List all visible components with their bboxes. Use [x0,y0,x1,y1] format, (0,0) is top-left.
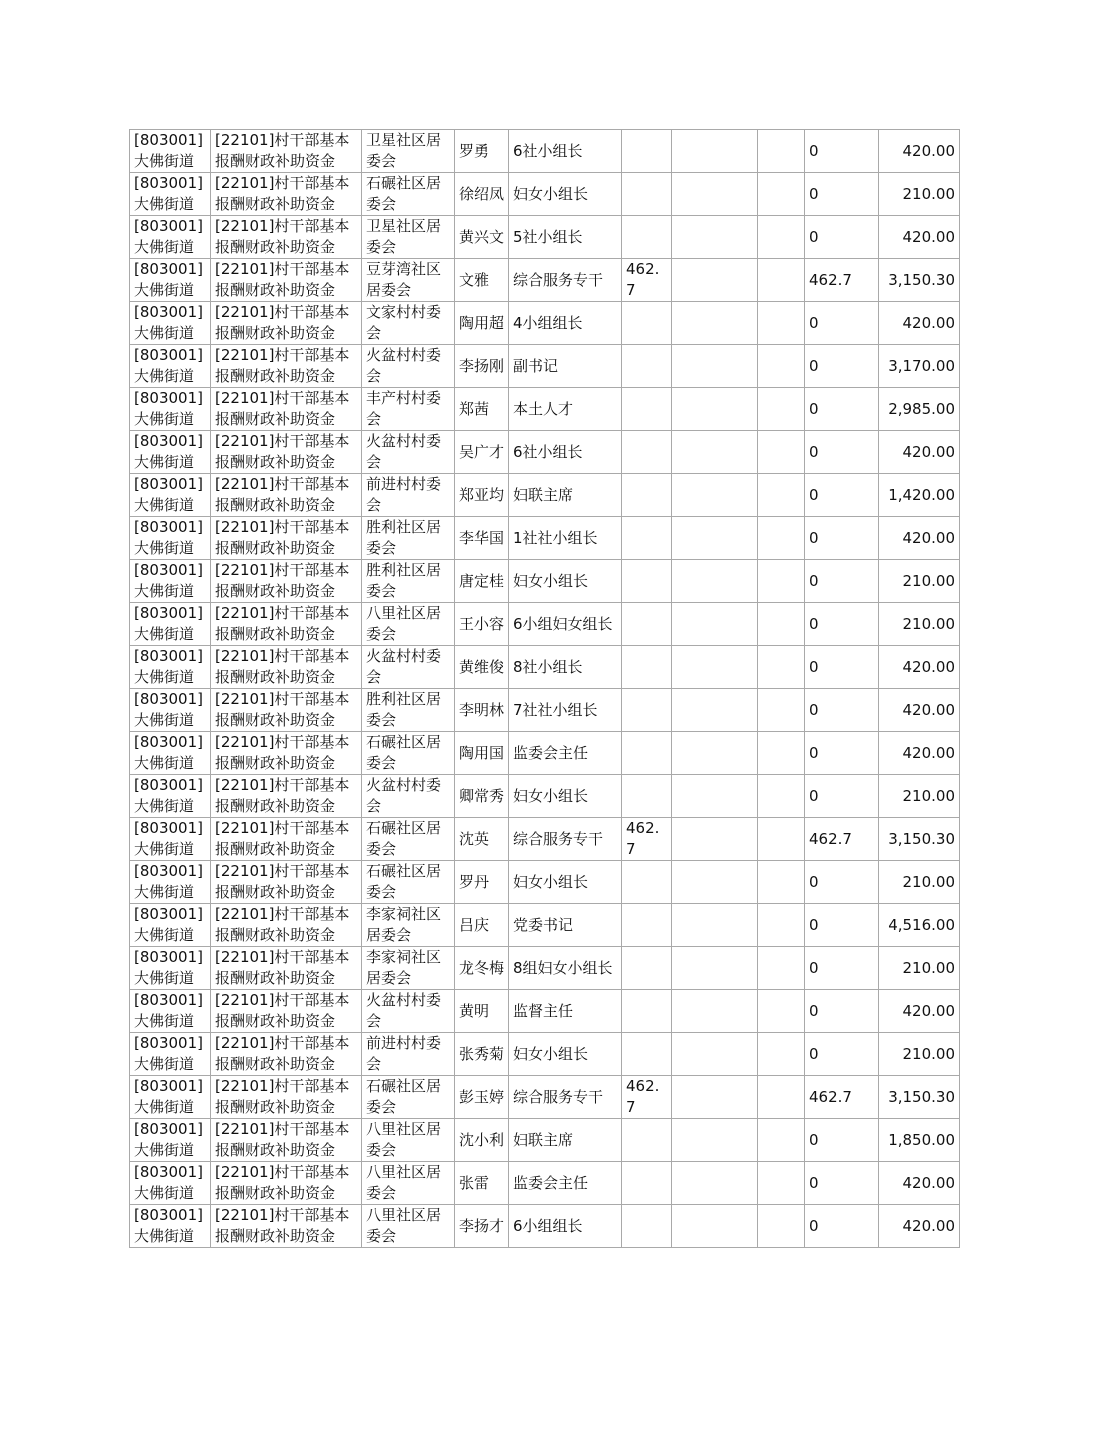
cell-col6 [622,517,672,560]
cell-col9: 0 [805,216,879,259]
cell-col9: 0 [805,947,879,990]
cell-unit: [803001]大佛街道 [130,1033,211,1076]
cell-unit: [803001]大佛街道 [130,1076,211,1119]
cell-col8 [758,689,805,732]
payment-table [129,129,960,1248]
cell-col6 [622,603,672,646]
table-row [130,947,960,990]
cell-name: 黄明 [455,990,509,1033]
cell-fund: [22101]村干部基本报酬财政补助资金 [211,1205,362,1248]
cell-org: 丰产村村委会 [362,388,455,431]
cell-col8 [758,1076,805,1119]
cell-position: 6社小组长 [509,431,622,474]
table-row [130,1162,960,1205]
cell-col7 [672,1162,758,1205]
cell-amount: 4,516.00 [879,904,960,947]
cell-col8 [758,603,805,646]
cell-col8 [758,216,805,259]
cell-col9: 0 [805,646,879,689]
cell-org: 八里社区居委会 [362,1119,455,1162]
cell-org: 火盆村村委会 [362,646,455,689]
cell-unit: [803001]大佛街道 [130,130,211,173]
cell-col7 [672,990,758,1033]
cell-col9: 0 [805,1162,879,1205]
cell-position: 党委书记 [509,904,622,947]
cell-col9: 462.7 [805,1076,879,1119]
cell-position: 监委会主任 [509,1162,622,1205]
cell-amount: 420.00 [879,990,960,1033]
cell-position: 综合服务专干 [509,259,622,302]
cell-name: 文雅 [455,259,509,302]
cell-col7 [672,947,758,990]
cell-org: 石碾社区居委会 [362,1076,455,1119]
cell-org: 火盆村村委会 [362,345,455,388]
cell-unit: [803001]大佛街道 [130,517,211,560]
cell-col7 [672,517,758,560]
cell-col9: 0 [805,130,879,173]
cell-fund: [22101]村干部基本报酬财政补助资金 [211,603,362,646]
cell-unit: [803001]大佛街道 [130,904,211,947]
cell-position: 妇女小组长 [509,861,622,904]
cell-org: 胜利社区居委会 [362,689,455,732]
cell-amount: 210.00 [879,775,960,818]
cell-col8 [758,904,805,947]
cell-position: 妇联主席 [509,474,622,517]
cell-col8 [758,173,805,216]
cell-name: 沈英 [455,818,509,861]
cell-fund: [22101]村干部基本报酬财政补助资金 [211,947,362,990]
cell-col7 [672,474,758,517]
cell-col9: 0 [805,345,879,388]
cell-name: 沈小利 [455,1119,509,1162]
table-row [130,646,960,689]
cell-unit: [803001]大佛街道 [130,173,211,216]
table-body [130,130,960,1248]
cell-col6 [622,345,672,388]
cell-fund: [22101]村干部基本报酬财政补助资金 [211,517,362,560]
cell-unit: [803001]大佛街道 [130,646,211,689]
cell-org: 卫星社区居委会 [362,130,455,173]
cell-name: 陶用超 [455,302,509,345]
cell-fund: [22101]村干部基本报酬财政补助资金 [211,861,362,904]
table-row [130,474,960,517]
cell-position: 综合服务专干 [509,818,622,861]
cell-col7 [672,388,758,431]
cell-col7 [672,259,758,302]
cell-org: 石碾社区居委会 [362,173,455,216]
cell-position: 6社小组长 [509,130,622,173]
cell-amount: 210.00 [879,1033,960,1076]
cell-col6 [622,388,672,431]
cell-col9: 0 [805,431,879,474]
cell-fund: [22101]村干部基本报酬财政补助资金 [211,302,362,345]
cell-org: 八里社区居委会 [362,1162,455,1205]
cell-org: 卫星社区居委会 [362,216,455,259]
cell-unit: [803001]大佛街道 [130,1205,211,1248]
cell-name: 黄维俊 [455,646,509,689]
cell-org: 火盆村村委会 [362,990,455,1033]
cell-col7 [672,216,758,259]
cell-col8 [758,646,805,689]
cell-fund: [22101]村干部基本报酬财政补助资金 [211,130,362,173]
cell-fund: [22101]村干部基本报酬财政补助资金 [211,388,362,431]
table-row [130,904,960,947]
cell-col7 [672,130,758,173]
cell-name: 张雷 [455,1162,509,1205]
cell-col8 [758,259,805,302]
cell-org: 李家祠社区居委会 [362,904,455,947]
cell-col8 [758,861,805,904]
cell-col6 [622,861,672,904]
cell-col6 [622,732,672,775]
cell-fund: [22101]村干部基本报酬财政补助资金 [211,1033,362,1076]
cell-col7 [672,732,758,775]
cell-col8 [758,1033,805,1076]
cell-org: 前进村村委会 [362,1033,455,1076]
cell-col9: 0 [805,1119,879,1162]
cell-col6 [622,130,672,173]
cell-col9: 0 [805,775,879,818]
cell-org: 胜利社区居委会 [362,560,455,603]
cell-col8 [758,130,805,173]
cell-amount: 210.00 [879,861,960,904]
cell-position: 妇女小组长 [509,173,622,216]
cell-col6 [622,560,672,603]
cell-col9: 0 [805,517,879,560]
cell-position: 8组妇女小组长 [509,947,622,990]
cell-col7 [672,302,758,345]
cell-col7 [672,689,758,732]
cell-position: 8社小组长 [509,646,622,689]
cell-fund: [22101]村干部基本报酬财政补助资金 [211,775,362,818]
cell-unit: [803001]大佛街道 [130,603,211,646]
cell-unit: [803001]大佛街道 [130,1119,211,1162]
table-row [130,990,960,1033]
cell-unit: [803001]大佛街道 [130,431,211,474]
cell-col6 [622,474,672,517]
cell-unit: [803001]大佛街道 [130,689,211,732]
cell-col9: 0 [805,603,879,646]
cell-name: 吕庆 [455,904,509,947]
cell-amount: 420.00 [879,689,960,732]
cell-fund: [22101]村干部基本报酬财政补助资金 [211,689,362,732]
cell-position: 6小组组长 [509,1205,622,1248]
cell-amount: 1,420.00 [879,474,960,517]
cell-col7 [672,173,758,216]
cell-unit: [803001]大佛街道 [130,345,211,388]
cell-unit: [803001]大佛街道 [130,474,211,517]
cell-col9: 0 [805,861,879,904]
table-row [130,1076,960,1119]
cell-name: 黄兴文 [455,216,509,259]
cell-name: 吴广才 [455,431,509,474]
cell-col6 [622,1119,672,1162]
cell-unit: [803001]大佛街道 [130,259,211,302]
cell-col7 [672,560,758,603]
cell-name: 陶用国 [455,732,509,775]
cell-amount: 3,150.30 [879,259,960,302]
cell-col9: 0 [805,388,879,431]
cell-col8 [758,818,805,861]
cell-name: 郑茜 [455,388,509,431]
cell-name: 龙冬梅 [455,947,509,990]
cell-fund: [22101]村干部基本报酬财政补助资金 [211,904,362,947]
cell-col9: 0 [805,173,879,216]
table-row [130,775,960,818]
cell-col6 [622,904,672,947]
cell-amount: 210.00 [879,947,960,990]
table-row [130,259,960,302]
table-row [130,517,960,560]
cell-col7 [672,603,758,646]
cell-col6: 462.7 [622,818,672,861]
table-row [130,689,960,732]
table-row [130,603,960,646]
cell-col8 [758,1162,805,1205]
cell-position: 妇联主席 [509,1119,622,1162]
cell-col9: 0 [805,474,879,517]
cell-unit: [803001]大佛街道 [130,990,211,1033]
cell-col7 [672,1205,758,1248]
cell-amount: 420.00 [879,1205,960,1248]
cell-col6 [622,173,672,216]
cell-col7 [672,345,758,388]
table-row [130,130,960,173]
cell-name: 王小容 [455,603,509,646]
cell-fund: [22101]村干部基本报酬财政补助资金 [211,818,362,861]
cell-col6 [622,431,672,474]
cell-fund: [22101]村干部基本报酬财政补助资金 [211,345,362,388]
cell-fund: [22101]村干部基本报酬财政补助资金 [211,990,362,1033]
cell-col6: 462.7 [622,1076,672,1119]
cell-col6 [622,646,672,689]
cell-col9: 0 [805,904,879,947]
cell-org: 火盆村村委会 [362,775,455,818]
table-row [130,1205,960,1248]
cell-fund: [22101]村干部基本报酬财政补助资金 [211,560,362,603]
cell-unit: [803001]大佛街道 [130,861,211,904]
cell-col8 [758,302,805,345]
cell-fund: [22101]村干部基本报酬财政补助资金 [211,1076,362,1119]
cell-fund: [22101]村干部基本报酬财政补助资金 [211,216,362,259]
cell-name: 李明林 [455,689,509,732]
cell-col6 [622,302,672,345]
cell-name: 唐定桂 [455,560,509,603]
cell-name: 徐绍凤 [455,173,509,216]
cell-col9: 0 [805,990,879,1033]
cell-name: 李华国 [455,517,509,560]
table-row [130,732,960,775]
cell-name: 罗丹 [455,861,509,904]
cell-amount: 420.00 [879,646,960,689]
cell-fund: [22101]村干部基本报酬财政补助资金 [211,1162,362,1205]
cell-position: 4小组组长 [509,302,622,345]
cell-amount: 3,170.00 [879,345,960,388]
cell-fund: [22101]村干部基本报酬财政补助资金 [211,259,362,302]
cell-amount: 210.00 [879,560,960,603]
cell-col9: 0 [805,1205,879,1248]
cell-col8 [758,431,805,474]
cell-unit: [803001]大佛街道 [130,560,211,603]
cell-fund: [22101]村干部基本报酬财政补助资金 [211,646,362,689]
cell-org: 文家村村委会 [362,302,455,345]
table-row [130,818,960,861]
cell-col8 [758,1205,805,1248]
cell-position: 妇女小组长 [509,560,622,603]
cell-col9: 462.7 [805,259,879,302]
cell-org: 八里社区居委会 [362,603,455,646]
cell-col9: 0 [805,1033,879,1076]
cell-fund: [22101]村干部基本报酬财政补助资金 [211,1119,362,1162]
table-row [130,216,960,259]
cell-position: 5社小组长 [509,216,622,259]
cell-amount: 420.00 [879,732,960,775]
table-row [130,345,960,388]
cell-unit: [803001]大佛街道 [130,1162,211,1205]
cell-col8 [758,345,805,388]
cell-position: 1社社小组长 [509,517,622,560]
cell-col9: 0 [805,689,879,732]
cell-org: 胜利社区居委会 [362,517,455,560]
cell-col6 [622,947,672,990]
cell-org: 豆芽湾社区居委会 [362,259,455,302]
cell-col8 [758,388,805,431]
cell-col6 [622,1033,672,1076]
cell-amount: 420.00 [879,517,960,560]
cell-unit: [803001]大佛街道 [130,732,211,775]
cell-unit: [803001]大佛街道 [130,775,211,818]
table-row [130,560,960,603]
cell-amount: 1,850.00 [879,1119,960,1162]
table-row [130,431,960,474]
cell-amount: 420.00 [879,431,960,474]
cell-name: 罗勇 [455,130,509,173]
cell-fund: [22101]村干部基本报酬财政补助资金 [211,431,362,474]
cell-unit: [803001]大佛街道 [130,947,211,990]
cell-position: 综合服务专干 [509,1076,622,1119]
table-row [130,1119,960,1162]
cell-col8 [758,775,805,818]
cell-amount: 420.00 [879,216,960,259]
cell-col9: 462.7 [805,818,879,861]
cell-col7 [672,1119,758,1162]
table-row [130,173,960,216]
cell-col7 [672,861,758,904]
cell-unit: [803001]大佛街道 [130,302,211,345]
cell-col6 [622,990,672,1033]
cell-col9: 0 [805,560,879,603]
cell-org: 八里社区居委会 [362,1205,455,1248]
cell-fund: [22101]村干部基本报酬财政补助资金 [211,732,362,775]
table-row [130,861,960,904]
cell-col8 [758,474,805,517]
cell-org: 李家祠社区居委会 [362,947,455,990]
cell-col7 [672,775,758,818]
cell-col7 [672,646,758,689]
table-row [130,302,960,345]
cell-position: 监督主任 [509,990,622,1033]
cell-org: 石碾社区居委会 [362,732,455,775]
table-row [130,388,960,431]
cell-amount: 210.00 [879,603,960,646]
cell-col8 [758,517,805,560]
cell-name: 李扬刚 [455,345,509,388]
cell-col6: 462.7 [622,259,672,302]
cell-amount: 2,985.00 [879,388,960,431]
cell-col9: 0 [805,302,879,345]
cell-amount: 420.00 [879,1162,960,1205]
cell-amount: 420.00 [879,130,960,173]
cell-name: 郑亚均 [455,474,509,517]
cell-amount: 210.00 [879,173,960,216]
cell-position: 妇女小组长 [509,775,622,818]
cell-name: 李扬才 [455,1205,509,1248]
cell-col8 [758,990,805,1033]
cell-unit: [803001]大佛街道 [130,388,211,431]
cell-org: 石碾社区居委会 [362,861,455,904]
cell-col7 [672,1033,758,1076]
cell-name: 张秀菊 [455,1033,509,1076]
cell-org: 前进村村委会 [362,474,455,517]
cell-col7 [672,818,758,861]
cell-col6 [622,1205,672,1248]
cell-position: 副书记 [509,345,622,388]
cell-position: 6小组妇女组长 [509,603,622,646]
cell-amount: 3,150.30 [879,818,960,861]
cell-name: 彭玉婷 [455,1076,509,1119]
cell-col6 [622,689,672,732]
cell-col8 [758,1119,805,1162]
cell-col6 [622,1162,672,1205]
cell-unit: [803001]大佛街道 [130,818,211,861]
cell-col8 [758,560,805,603]
cell-org: 火盆村村委会 [362,431,455,474]
cell-col8 [758,732,805,775]
cell-col6 [622,775,672,818]
cell-position: 妇女小组长 [509,1033,622,1076]
cell-fund: [22101]村干部基本报酬财政补助资金 [211,173,362,216]
cell-amount: 420.00 [879,302,960,345]
cell-col6 [622,216,672,259]
cell-position: 监委会主任 [509,732,622,775]
cell-org: 石碾社区居委会 [362,818,455,861]
cell-position: 7社社小组长 [509,689,622,732]
cell-name: 卿常秀 [455,775,509,818]
cell-position: 本土人才 [509,388,622,431]
table-row [130,1033,960,1076]
cell-fund: [22101]村干部基本报酬财政补助资金 [211,474,362,517]
cell-col7 [672,1076,758,1119]
cell-col7 [672,431,758,474]
cell-amount: 3,150.30 [879,1076,960,1119]
cell-col7 [672,904,758,947]
cell-col8 [758,947,805,990]
cell-col9: 0 [805,732,879,775]
cell-unit: [803001]大佛街道 [130,216,211,259]
